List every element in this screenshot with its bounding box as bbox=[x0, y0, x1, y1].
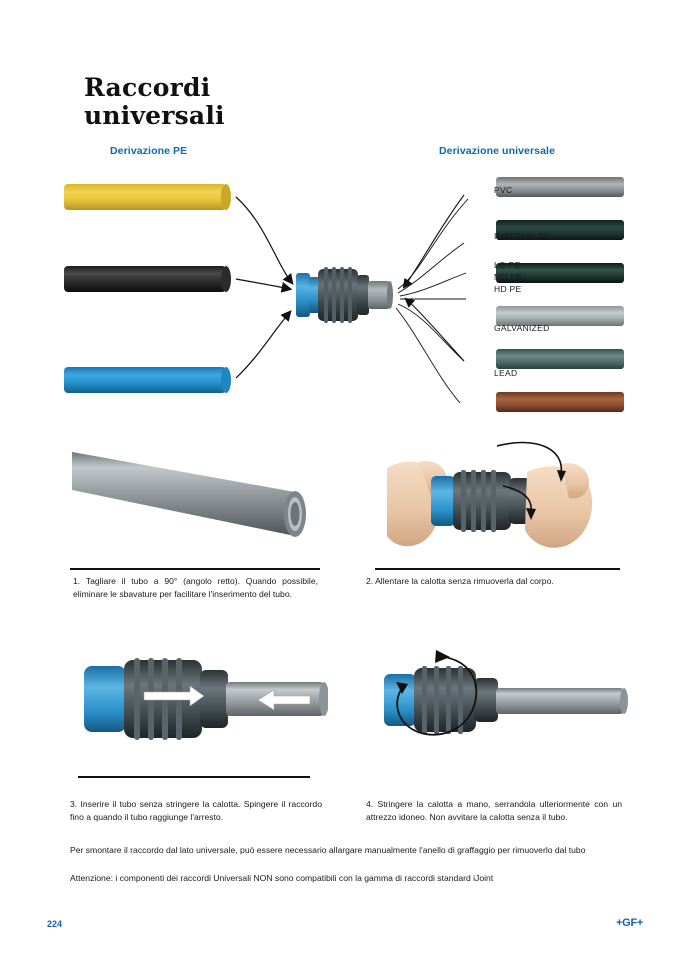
note-compatibility: Attenzione: i componenti dei raccordi Universali NON sono compatibili con la gamma di raccordi standard iJoint bbox=[70, 873, 494, 883]
material-label-lead: LEAD bbox=[494, 368, 518, 378]
material-label-hd-pe: HD PE bbox=[494, 284, 522, 294]
step-4-photo bbox=[378, 648, 628, 770]
diagram-arrows-and-fitting bbox=[60, 165, 630, 425]
page-title-line-2: universali bbox=[84, 101, 225, 130]
material-label-imperial-pe: IMPERIAL PE bbox=[494, 231, 551, 241]
material-label-md-pe: MD PE bbox=[494, 272, 523, 282]
brand-logo: +GF+ bbox=[616, 917, 643, 929]
step-1-rule bbox=[70, 568, 320, 570]
page-number: 224 bbox=[47, 919, 63, 929]
step-1-caption: 1. Tagliare il tubo a 90° (angolo retto). Quando possibile, eliminare le sbavature per facilitare l'inserimento del tubo. bbox=[73, 576, 318, 599]
note-dismantle: Per smontare il raccordo dal lato universale, può essere necessario allargare manualmente l'anello di graffaggio per rimuoverlo dal tubo bbox=[70, 845, 586, 855]
page-title-line-1: Raccordi bbox=[84, 73, 211, 102]
section-label-derivazione-pe: Derivazione PE bbox=[110, 145, 188, 157]
material-label-galvanized: GALVANIZED bbox=[494, 323, 550, 333]
material-label-pvc: PVC bbox=[494, 185, 513, 195]
material-label-ld-pe: LO PE bbox=[494, 260, 521, 270]
step-3-photo bbox=[78, 648, 328, 770]
step-4-caption: 4. Stringere la calotta a mano, serrandola ulteriormente con un attrezzo idoneo. Non avvitare la calotta senza il tubo. bbox=[366, 799, 622, 822]
page-title bbox=[84, 74, 225, 130]
step-2-rule bbox=[375, 568, 620, 570]
step-2-caption: 2. Allentare la calotta senza rimuoverla dal corpo. bbox=[366, 576, 554, 586]
step-3-caption: 3. Inserire il tubo senza stringere la calotta. Spingere il raccordo fino a quando il tubo raggiunge l'arresto. bbox=[70, 799, 322, 822]
step-3-rule bbox=[78, 776, 310, 778]
top-diagram bbox=[60, 165, 630, 425]
step-2-photo bbox=[375, 432, 630, 564]
step-1-photo bbox=[70, 432, 320, 564]
section-label-derivazione-universale: Derivazione universale bbox=[439, 145, 556, 157]
